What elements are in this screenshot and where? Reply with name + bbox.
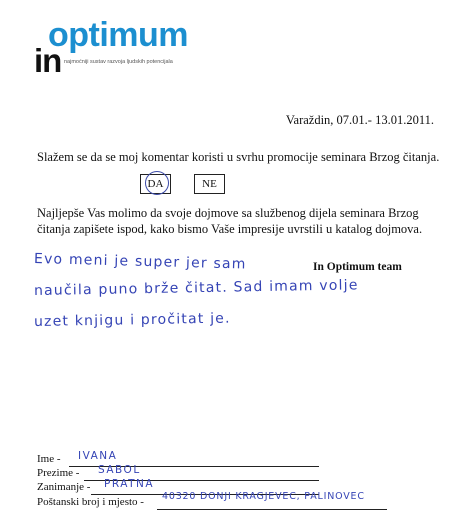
request-text: Najljepše Vas molimo da svoje dojmove sa službenog dijela seminara Brzog čitanja zapišete ispod, kako bismo Vaše impresije uvrstili u katalog dojmova. xyxy=(37,206,423,236)
occupation-label: Zanimanje - xyxy=(37,481,91,493)
selection-circle-mark xyxy=(145,171,169,195)
consent-statement: Slažem se da se moj komentar koristi u svrhu promocije seminara Brzog čitanja. xyxy=(37,150,440,164)
name-value[interactable]: IVANA xyxy=(78,450,118,462)
surname-label: Prezime - xyxy=(37,467,80,479)
consent-no-box[interactable]: NE xyxy=(194,174,225,194)
name-label: Ime - xyxy=(37,453,61,465)
handwritten-comment-line: naučila puno brže čitat. Sad imam volje xyxy=(33,277,359,299)
logo-tagline: najmoćniji sustav razvoja ljudskih potencijala xyxy=(64,59,173,65)
date-line: Varaždin, 07.01.- 13.01.2011. xyxy=(285,113,434,127)
handwritten-comment-line: uzet knjigu i pročitat je. xyxy=(33,310,231,330)
logo-brand: optimum xyxy=(48,16,189,54)
postal-label: Poštanski broj i mjesto - xyxy=(37,496,144,508)
occupation-value[interactable]: PRATNA xyxy=(104,478,155,490)
team-signature: In Optimum team xyxy=(313,261,402,273)
consent-yes-box[interactable]: DA xyxy=(140,174,171,194)
handwritten-comment-line: Evo meni je super jer sam xyxy=(33,251,247,273)
postal-value[interactable]: 40320 DONJI KRAGJEVEC, PALINOVEC xyxy=(162,491,365,502)
in-optimum-logo xyxy=(34,16,234,82)
postal-line xyxy=(157,509,387,510)
logo-prefix: in xyxy=(34,42,62,79)
surname-value[interactable]: SABOL xyxy=(98,464,141,476)
